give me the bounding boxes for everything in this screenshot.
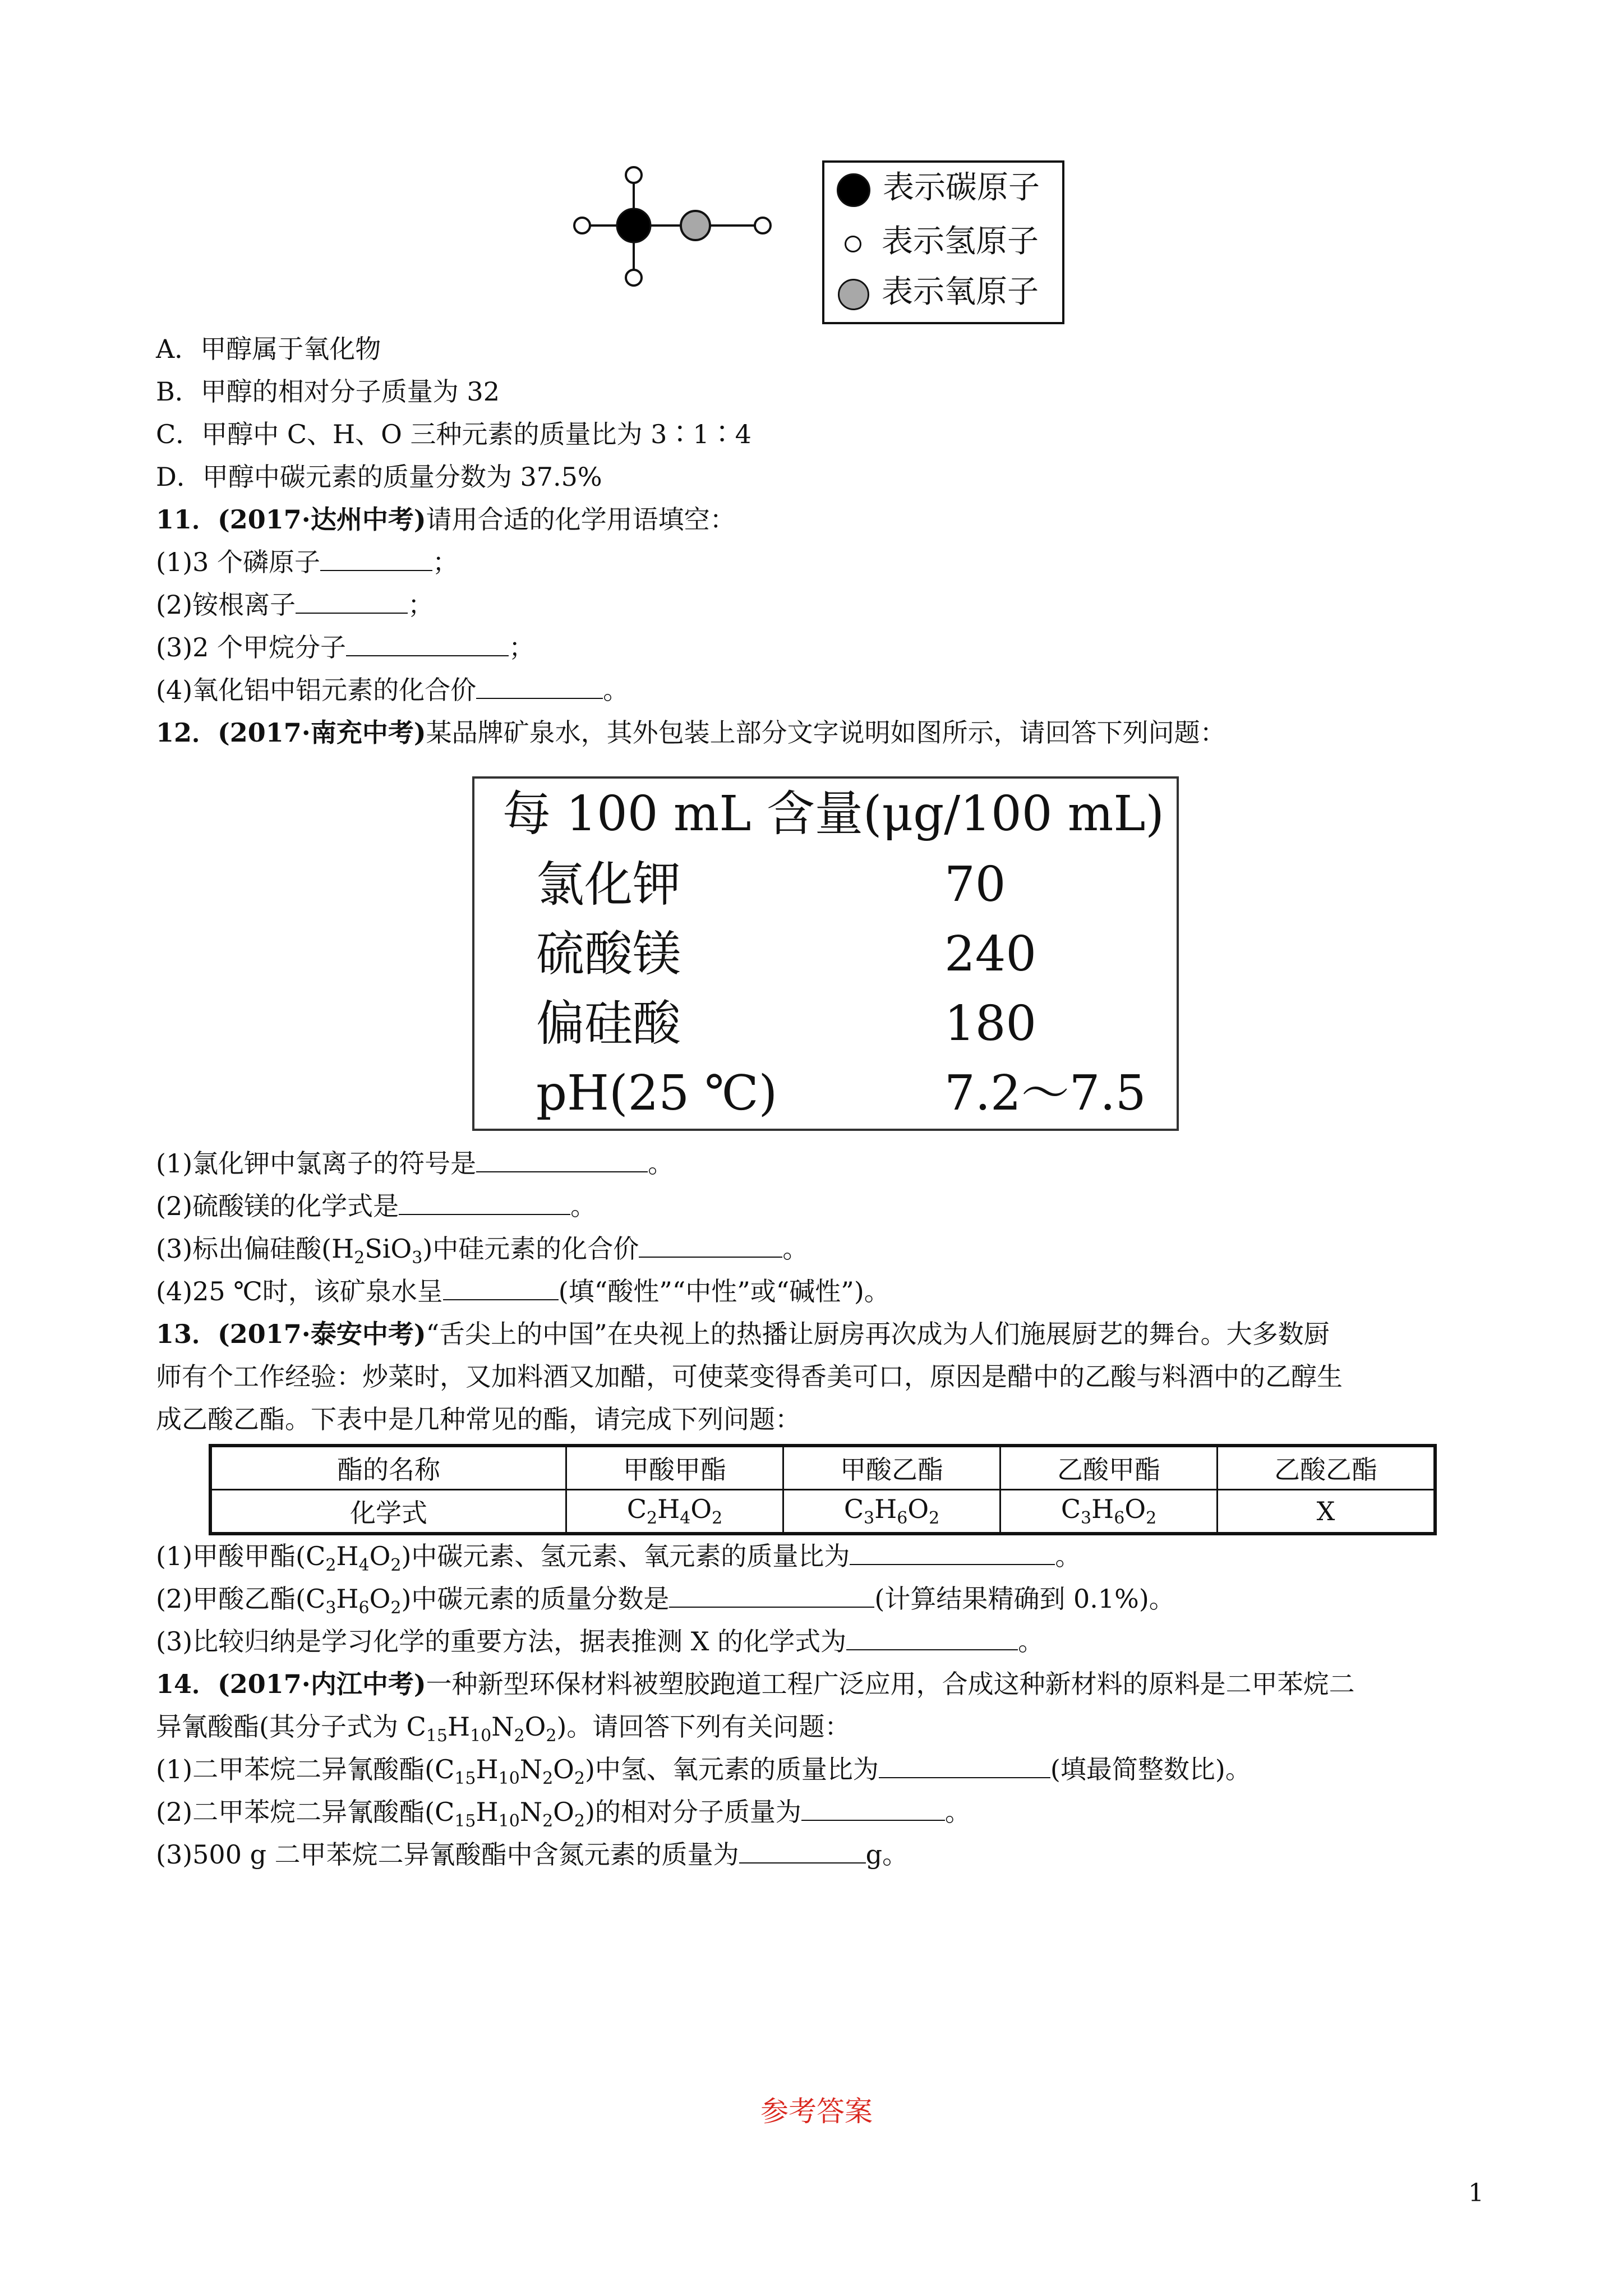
table-cell: X	[1218, 1490, 1436, 1534]
table-cell: 甲酸甲酯	[566, 1446, 783, 1490]
q12-stem: 12．(2017·南充中考)某品牌矿泉水，其外包装上部分文字说明如图所示，请回答下列问题：	[156, 717, 1226, 748]
answer-blank[interactable]	[739, 1838, 866, 1864]
q10-option-b: B．甲醇的相对分子质量为 32	[156, 376, 500, 407]
table-cell: $C_3H_6O_2$	[783, 1490, 1000, 1534]
q13-part-2: (2)甲酸乙酯$(C_3H_6O_2)$中碳元素的质量分数是 (计算结果精确到 0.1%)。	[156, 1582, 1175, 1625]
answer-blank[interactable]	[846, 1625, 1018, 1650]
label-row-value: 70	[944, 857, 1006, 913]
hydrogen-atom	[574, 218, 590, 233]
q14-stem-line-1: 14．(2017·内江中考)一种新型环保材料被塑胶跑道工程广泛应用，合成这种新材料的原料是二甲苯烷二	[156, 1669, 1355, 1699]
q14-stem-line-2: 异氰酸酯(其分子式为 $C_{15}H_{10}N_2O_2$)。请回答下列有关问题：	[156, 1711, 851, 1746]
answer-blank[interactable]	[639, 1232, 782, 1258]
table-header-cell: 酯的名称	[210, 1446, 566, 1490]
answer-blank[interactable]	[850, 1539, 1055, 1565]
answer-blank[interactable]	[399, 1189, 570, 1215]
answer-heading: 参考答案	[760, 2095, 873, 2128]
mineral-water-label	[472, 776, 1179, 1131]
legend-hydrogen: 表示氢原子	[837, 222, 1039, 261]
label-header: 每 100 mL 含量(μg/100 mL)	[502, 786, 1164, 842]
q10-option-d: D．甲醇中碳元素的质量分数为 37.5%	[156, 462, 602, 492]
table-cell: 乙酸乙酯	[1218, 1446, 1436, 1490]
q14-part-3: (3)500 g 二甲苯烷二异氰酸酯中含氮元素的质量为 g。	[156, 1838, 908, 1871]
q12-part-4: (4)25 ℃时，该矿泉水呈 (填“酸性”“中性”或“碱性”)。	[156, 1274, 890, 1308]
q11-part-4: (4)氧化铝中铝元素的化合价 。	[156, 673, 629, 707]
carbon-dot-icon	[837, 173, 870, 207]
label-row-value: 180	[944, 996, 1037, 1052]
q12-part-3: (3)标出偏硅酸$(H_2SiO_3)$中硅元素的化合价 。	[156, 1232, 808, 1275]
page-number: 1	[1468, 2179, 1484, 2207]
q11-stem: 11．(2017·达州中考)请用合适的化学用语填空：	[156, 504, 736, 535]
carbon-atom	[617, 209, 651, 242]
hydrogen-atom	[626, 167, 642, 183]
q13-stem-line-1: 13．(2017·泰安中考)“舌尖上的中国”在央视上的热播让厨房再次成为人们施展厨艺的舞台。大多数厨	[156, 1319, 1330, 1349]
table-cell: $C_3H_6O_2$	[1000, 1490, 1218, 1534]
q14-part-1: (1)二甲苯烷二异氰酸酯$(C_{15}H_{10}N_2O_2)$中氢、氧元素的质量比为 (填最简整数比)。	[156, 1752, 1251, 1796]
table-cell: $C_2H_4O_2$	[566, 1490, 783, 1534]
table-row	[210, 1446, 1435, 1490]
q11-part-1: (1)3 个磷原子 ；	[156, 545, 458, 579]
q13-part-3: (3)比较归纳是学习化学的重要方法，据表推测 X 的化学式为 。	[156, 1625, 1044, 1658]
label-row-name: 偏硅酸	[536, 996, 681, 1052]
label-row-value: 240	[944, 926, 1037, 982]
table-cell: 甲酸乙酯	[783, 1446, 1000, 1490]
methanol-molecule-diagram	[561, 163, 785, 297]
hydrogen-atom	[626, 270, 642, 286]
answer-blank[interactable]	[879, 1752, 1050, 1778]
table-row	[210, 1490, 1435, 1534]
hydrogen-dot-icon	[845, 236, 861, 252]
q10-option-a: A．甲醇属于氧化物	[156, 334, 381, 364]
atom-legend	[822, 160, 1064, 324]
table-cell: 乙酸甲酯	[1000, 1446, 1218, 1490]
hydrogen-atom	[755, 218, 771, 233]
ester-table	[209, 1444, 1437, 1535]
q13-stem-line-2: 师有个工作经验：炒菜时，又加料酒又加醋，可使菜变得香美可口，原因是醋中的乙酸与料酒中的乙醇生	[156, 1361, 1343, 1392]
answer-blank[interactable]	[476, 1147, 648, 1172]
table-header-cell: 化学式	[210, 1490, 566, 1534]
answer-blank[interactable]	[801, 1795, 945, 1821]
oxygen-atom	[681, 211, 710, 240]
q12-part-2: (2)硫酸镁的化学式是 。	[156, 1189, 596, 1223]
q12-part-1: (1)氯化钾中氯离子的符号是 。	[156, 1147, 674, 1180]
label-row-value: 7.2～7.5	[944, 1065, 1146, 1121]
q13-part-1: (1)甲酸甲酯$(C_2H_4O_2)$中碳元素、氢元素、氧元素的质量比为 。	[156, 1539, 1081, 1582]
answer-blank[interactable]	[443, 1274, 559, 1300]
legend-oxygen: 表示氧原子	[837, 273, 1039, 312]
answer-blank[interactable]	[296, 588, 408, 614]
q11-part-3: (3)2 个甲烷分子 ；	[156, 631, 534, 664]
label-row-name: pH(25 ℃)	[536, 1065, 778, 1121]
answer-blank[interactable]	[669, 1582, 874, 1608]
oxygen-dot-icon	[838, 279, 869, 310]
q10-option-c: C．甲醇中 C、H、O 三种元素的质量比为 3∶1∶4	[156, 419, 751, 449]
label-row-name: 硫酸镁	[536, 926, 681, 982]
legend-carbon: 表示碳原子	[837, 168, 1040, 208]
label-row-name: 氯化钾	[536, 857, 681, 913]
q13-stem-line-3: 成乙酸乙酯。下表中是几种常见的酯，请完成下列问题：	[156, 1404, 801, 1434]
answer-blank[interactable]	[476, 673, 603, 699]
answer-blank[interactable]	[346, 631, 509, 656]
q14-part-2: (2)二甲苯烷二异氰酸酯$(C_{15}H_{10}N_2O_2)$的相对分子质量为 。	[156, 1795, 971, 1838]
q11-part-2: (2)铵根离子 ；	[156, 588, 434, 622]
answer-blank[interactable]	[320, 545, 432, 571]
